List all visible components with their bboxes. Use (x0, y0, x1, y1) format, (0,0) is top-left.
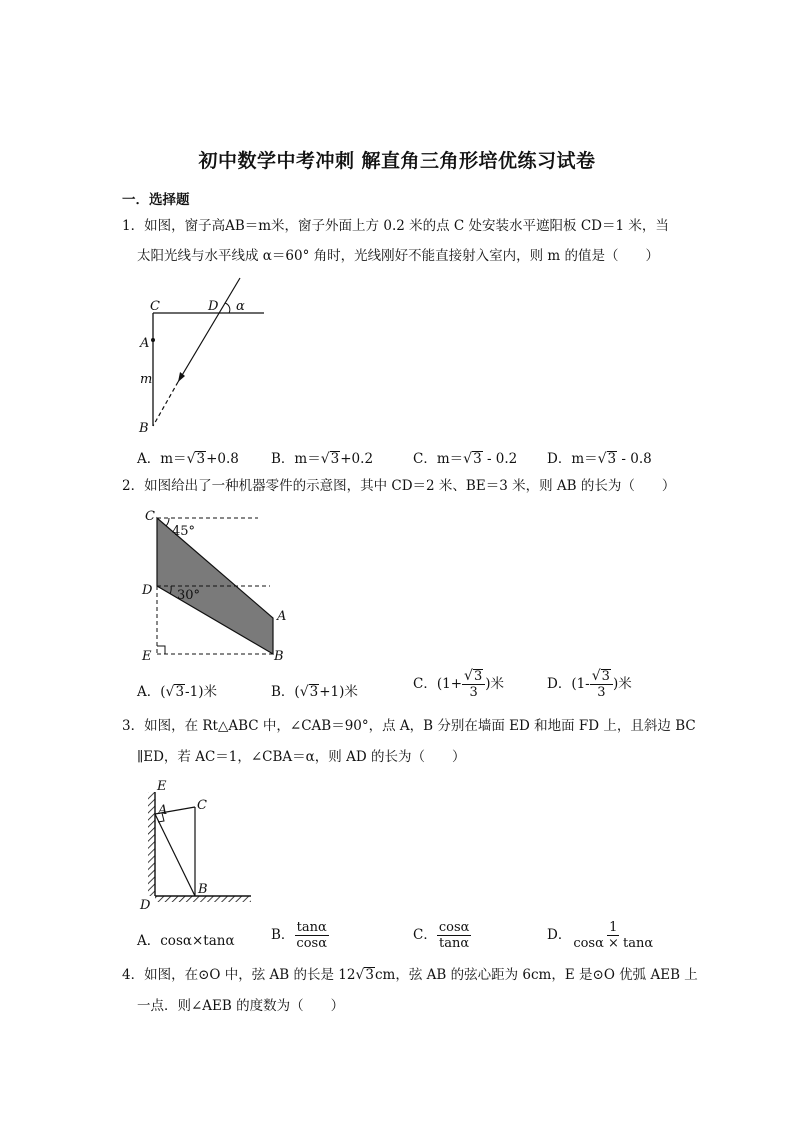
q2-label-45: 45° (172, 524, 196, 539)
q2-label-b: B (274, 649, 284, 664)
q2-c-fraction: $\frac{√3}{3}$ (462, 669, 485, 700)
q1-sun-ray (178, 278, 240, 382)
q1-text-line1: 1．如图，窗子高AB＝m米，窗子外面上方 0.2 米的点 C 处安装水平遮阳板 CD＝1 米，当 (122, 218, 669, 234)
q1-option-c[interactable]: C．m＝√3 - 0.2 (413, 451, 518, 467)
q3-option-d[interactable]: D． $\frac{1}{\cos\alpha \times \tan\alpha}$ (547, 920, 654, 951)
q3-label-a: A (158, 803, 168, 818)
q3-option-a[interactable]: A．cosα×tanα (137, 933, 235, 949)
q1-label-d: D (208, 299, 219, 314)
q3-label-c: C (197, 798, 207, 813)
q2-label-a: A (277, 609, 287, 624)
q1-ray-arrow (178, 372, 185, 382)
q4-text-line2: 一点．则∠AEB 的度数为（ ） (137, 998, 345, 1014)
q3-option-b[interactable]: B． $\frac{\tan\alpha}{\cos\alpha}$ (271, 920, 327, 951)
q2-option-d[interactable]: D．(1- $\frac{√3}{3}$ )米 (547, 668, 632, 700)
q3-label-d: D (140, 898, 151, 913)
q3-label-e: E (157, 779, 167, 794)
q3-text-line1: 3．如图，在 Rt△ABC 中，∠CAB＝90°，点 A，B 分别在墙面 ED 和地面 FD 上，且斜边 BC (122, 718, 696, 734)
q1-angle-arc (225, 303, 230, 313)
q1-option-a[interactable]: A．m＝√3+0.8 (137, 451, 239, 467)
q1-option-d[interactable]: D．m＝√3 - 0.8 (547, 451, 652, 467)
q1-label-alpha: α (236, 299, 245, 314)
q2-option-a[interactable]: A．(√3-1)米 (137, 684, 217, 700)
section-heading: 一．选择题 (122, 192, 190, 208)
q4-text-line1: 4．如图，在⊙O 中，弦 AB 的长是 12√3cm，弦 AB 的弦心距为 6cm，E 是⊙O 优弧 AEB 上 (122, 967, 698, 983)
q3-b-fraction: $\frac{\tan\alpha}{\cos\alpha}$ (296, 920, 327, 951)
page-title: 初中数学中考冲刺 解直角三角形培优练习试卷 (198, 150, 596, 172)
q2-label-d: D (142, 583, 153, 598)
q2-d-fraction: $\frac{√3}{3}$ (590, 669, 613, 700)
q1-figure (130, 276, 280, 436)
q2-option-b[interactable]: B．(√3+1)米 (271, 684, 358, 700)
q1-label-b: B (139, 421, 149, 436)
q3-text-line2: ∥ED，若 AC＝1，∠CBA＝α，则 AD 的长为（ ） (137, 749, 466, 765)
q2-label-30: 30° (177, 588, 201, 603)
q2-label-e: E (142, 649, 152, 664)
q2-arc-45 (166, 518, 169, 526)
q3-d-fraction: $\frac{1}{\cos\alpha \times \tan\alpha}$ (573, 920, 654, 951)
q3-wall-hatch (148, 792, 155, 896)
q1-label-m: m (140, 372, 153, 387)
q2-option-c[interactable]: C．(1+ $\frac{√3}{3}$ )米 (413, 668, 504, 700)
q3-label-b: B (198, 882, 208, 897)
q1-label-c: C (150, 299, 160, 314)
q2-label-c: C (145, 509, 155, 524)
q2-text-line1: 2．如图给出了一种机器零件的示意图，其中 CD＝2 米、BE＝3 米，则 AB 的长为（ ） (122, 478, 676, 494)
q3-figure (140, 778, 260, 913)
q3-c-fraction: $\frac{\cos\alpha}{\tan\alpha}$ (438, 920, 470, 951)
q2-figure (140, 506, 300, 666)
q1-point-a (151, 338, 155, 342)
q2-right-angle (157, 646, 165, 654)
q1-ray-dashed (153, 382, 178, 426)
q1-option-b[interactable]: B．m＝√3+0.2 (271, 451, 374, 467)
q1-label-a: A (140, 336, 150, 351)
q3-option-c[interactable]: C． $\frac{\cos\alpha}{\tan\alpha}$ (413, 920, 470, 951)
q3-side-ab (155, 814, 195, 896)
q1-text-line2: 太阳光线与水平线成 α＝60° 角时，光线刚好不能直接射入室内，则 m 的值是（ ） (137, 248, 660, 264)
